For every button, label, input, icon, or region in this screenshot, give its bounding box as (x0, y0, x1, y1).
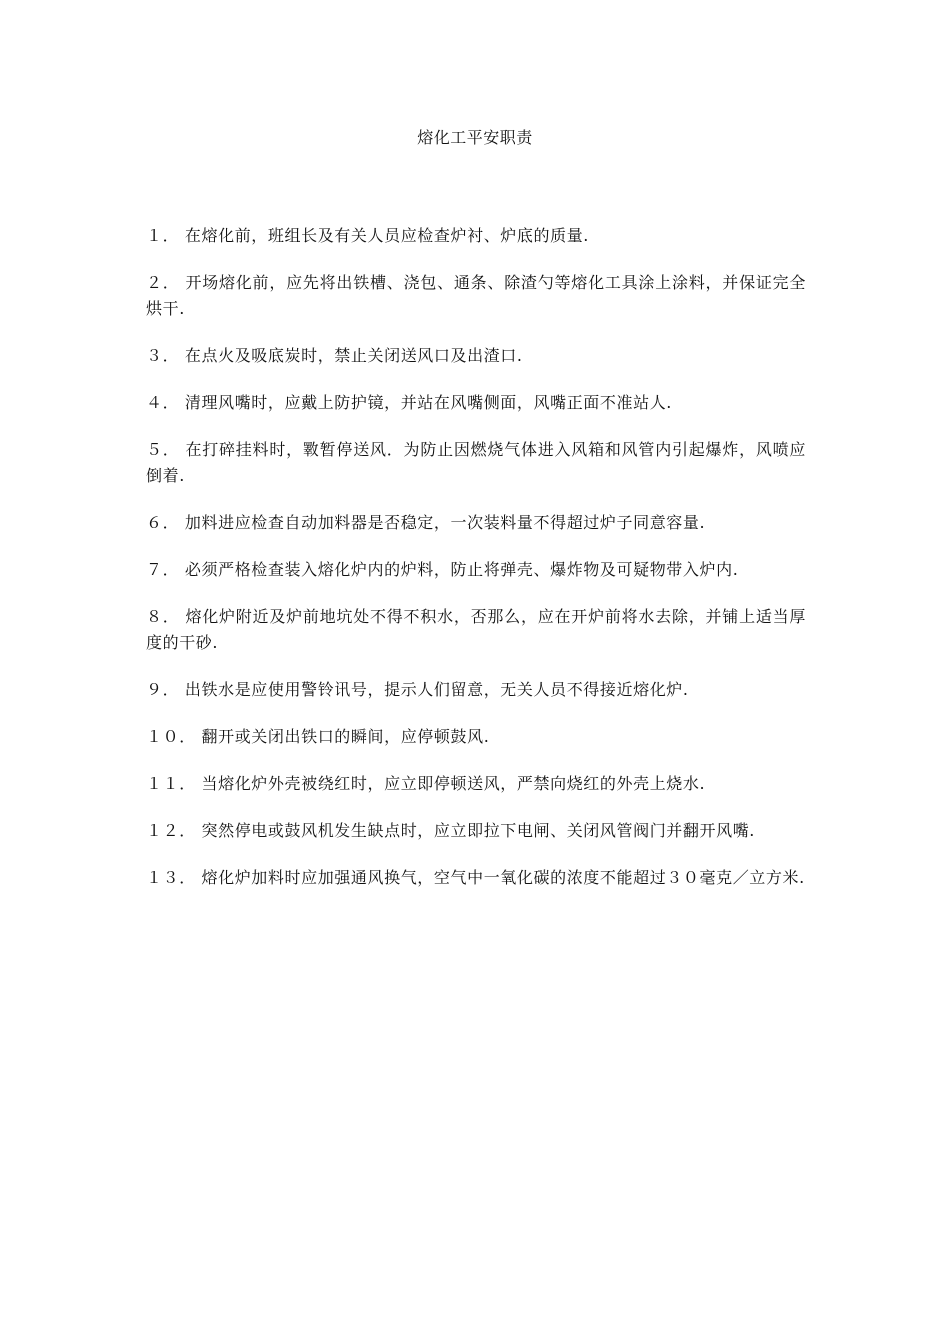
item-text: 当熔化炉外壳被绕红时，应立即停顿送风，严禁向烧红的外壳上烧水. (201, 774, 706, 793)
item-text: 出铁水是应使用警铃讯号，提示人们留意，无关人员不得接近熔化炉. (184, 680, 689, 699)
item-number: ８． (146, 607, 180, 626)
item-text: 翻开或关闭出铁口的瞬间，应停顿鼓风. (201, 727, 490, 746)
list-item (146, 343, 806, 369)
list-item (146, 510, 806, 536)
item-number: ７． (146, 560, 180, 579)
item-text: 在点火及吸底炭时，禁止关闭送风口及出渣口. (184, 346, 523, 365)
list-item (146, 724, 806, 750)
item-text: 熔化炉附近及炉前地坑处不得不积水，否那么，应在开炉前将水去除，并铺上适当厚度的干砂. (146, 607, 807, 652)
list-item (146, 557, 806, 583)
item-number: １． (146, 226, 180, 245)
item-text: 加料进应检查自动加料器是否稳定，一次装料量不得超过炉子同意容量. (184, 513, 706, 532)
list-item (146, 604, 806, 656)
list-item (146, 771, 806, 797)
item-number: ３． (146, 346, 180, 365)
item-number: ２． (146, 273, 180, 292)
item-number: ４． (146, 393, 180, 412)
list-item (146, 390, 806, 416)
item-text: 在打碎挂料时，斁暂停送风．为防止因燃烧气体进入风箱和风管内引起爆炸，风喷应倒着. (146, 440, 807, 485)
list-item (146, 677, 806, 703)
item-text: 熔化炉加料时应加强通风换气，空气中一氧化碳的浓度不能超过３０毫克／立方米. (201, 868, 805, 887)
list-item (146, 270, 806, 322)
list-item (146, 223, 806, 249)
item-number: ５． (146, 440, 180, 459)
list-item (146, 865, 806, 891)
item-number: １１． (146, 774, 196, 793)
page-title: 熔化工平安职责 (417, 128, 533, 147)
list-item (146, 818, 806, 844)
item-number: ６． (146, 513, 180, 532)
item-number: １２． (146, 821, 196, 840)
item-text: 在熔化前，班组长及有关人员应检查炉衬、炉底的质量. (184, 226, 589, 245)
item-text: 突然停电或鼓风机发生缺点时，应立即拉下电闸、关闭风管阀门并翻开风嘴. (201, 821, 755, 840)
item-number: ９． (146, 680, 180, 699)
item-text: 开场熔化前，应先将出铁槽、浇包、通条、除渣勺等熔化工具涂上涂料，并保证完全烘干. (146, 273, 807, 318)
item-text: 必须严格检查装入熔化炉内的炉料，防止将弹壳、爆炸物及可疑物带入炉内. (184, 560, 739, 579)
list-item (146, 437, 806, 489)
item-text: 清理风嘴时，应戴上防护镜，并站在风嘴侧面，风嘴正面不准站人. (184, 393, 672, 412)
item-number: １０． (146, 727, 196, 746)
item-number: １３． (146, 868, 196, 887)
duty-list (146, 223, 806, 912)
